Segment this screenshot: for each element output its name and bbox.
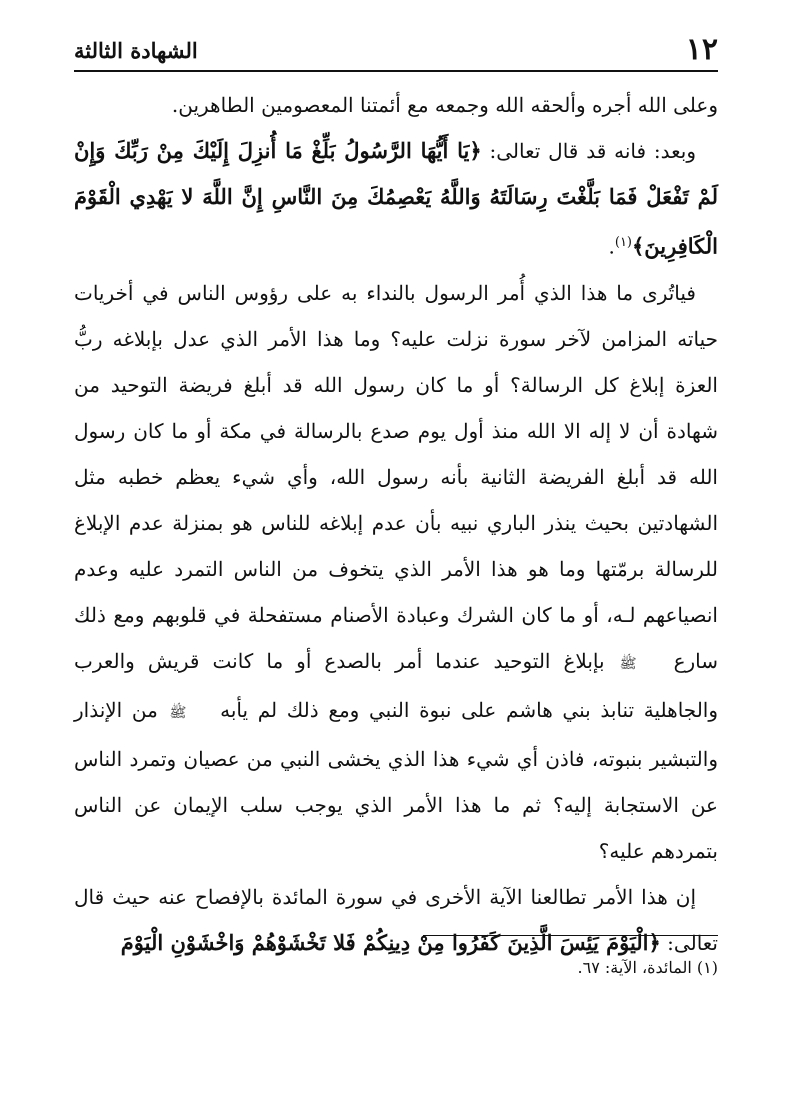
quran-verse-1: ﴿يَا أَيُّهَا الرَّسُولُ بَلِّغْ مَا أُنزِلَ إِلَيْكَ مِنْ رَبِّكَ وَإِنْ لَمْ تَفْعَلْ فَمَا بَلَّغْتَ رِسَالَتَهُ وَاللَّهُ يَعْصِمُكَ مِنَ النَّاسِ إِنَّ اللَّهَ لا يَهْدِي الْقَوْمَ الْكَافِرِينَ﴾ — [74, 138, 718, 259]
paragraph-3-part-b: بإبلاغ التوحيد عندما أمر بالصدع أو ما كانت قريش والعرب والجاهلية تنابذ بني هاشم على نبوة النبي ومع ذلك لم يأبه — [74, 648, 719, 722]
paragraph-4 — [74, 874, 718, 966]
salawat-seal-icon: ﷺ — [619, 655, 637, 672]
paragraph-3 — [74, 270, 718, 874]
header-rule — [74, 70, 718, 72]
footnote-reference: (١) — [614, 235, 632, 250]
paragraph-2-end: . — [608, 234, 615, 259]
footnote: (١) المائدة، الآية: ٦٧. — [577, 958, 718, 977]
quran-verse-2: ﴿الْيَوْمَ يَئِسَ الَّذِينَ كَفَرُوا مِنْ دِينِكُمْ فَلا تَخْشَوْهُمْ وَاخْشَوْنِ الْيَوْمَ — [120, 929, 661, 955]
paragraph-2-intro: وبعد: فانه قد قال تعالى: — [481, 139, 696, 163]
footnote-rule — [423, 935, 718, 936]
running-title: الشهادة الثالثة — [74, 37, 198, 63]
paragraph-4-intro: إن هذا الأمر تطالعنا الآية الأخرى في سورة المائدة بالإفصاح عنه حيث قال تعالى: — [74, 884, 718, 955]
paragraph-3-part-c: من الإنذار والتبشير بنبوته، فاذن أي شيء هذا الذي يخشى النبي من عصيان وتمرد الناس عن الاستجابة إليه؟ ثم ما هذا الأمر الذي يوجب سلب الإيمان عن الناس بتمردهم عليه؟ — [74, 697, 718, 863]
paragraph-3-part-a: فياتُرى ما هذا الذي أُمر الرسول بالنداء به على رؤوس الناس في أخريات حياته المزامن لآخر سورة نزلت عليه؟ وما هذا الأمر الذي عدل بإبلاغه ربُّ العزة إبلاغ كل الرسالة؟ أو ما كان رسول الله قد أبلغ فريضة التوحيد من شهادة أن لا إله الا الله منذ أول يوم صدع بالرسالة في مكة أو ما كان رسول الله قد أبلغ الفريضة الثانية بأنه رسول الله، وأي شيء يعظم خطبه مثل الشهادتين بحيث ينذر الباري نبيه بأن عدم إبلاغه للناس هو بمنزلة عدم الإبلاغ للرسالة برمّتها وما هو هذا الأمر الذي يتخوف من الناس التمرد عليه وعدم انصياعهم لـه، أو ما كان الشرك وعبادة الأصنام مستفحلة في قلوبهم ومع ذلك سارع — [74, 280, 719, 673]
paragraph-1: وعلى الله أجره وألحقه الله وجمعه مع أئمتنا المعصومين الطاهرين. — [171, 93, 718, 117]
paragraph-2 — [74, 128, 718, 270]
page-number: ١٢ — [685, 32, 718, 67]
page-body — [74, 82, 718, 966]
page-header — [74, 32, 718, 68]
salawat-seal-icon: ﷺ — [169, 704, 187, 721]
